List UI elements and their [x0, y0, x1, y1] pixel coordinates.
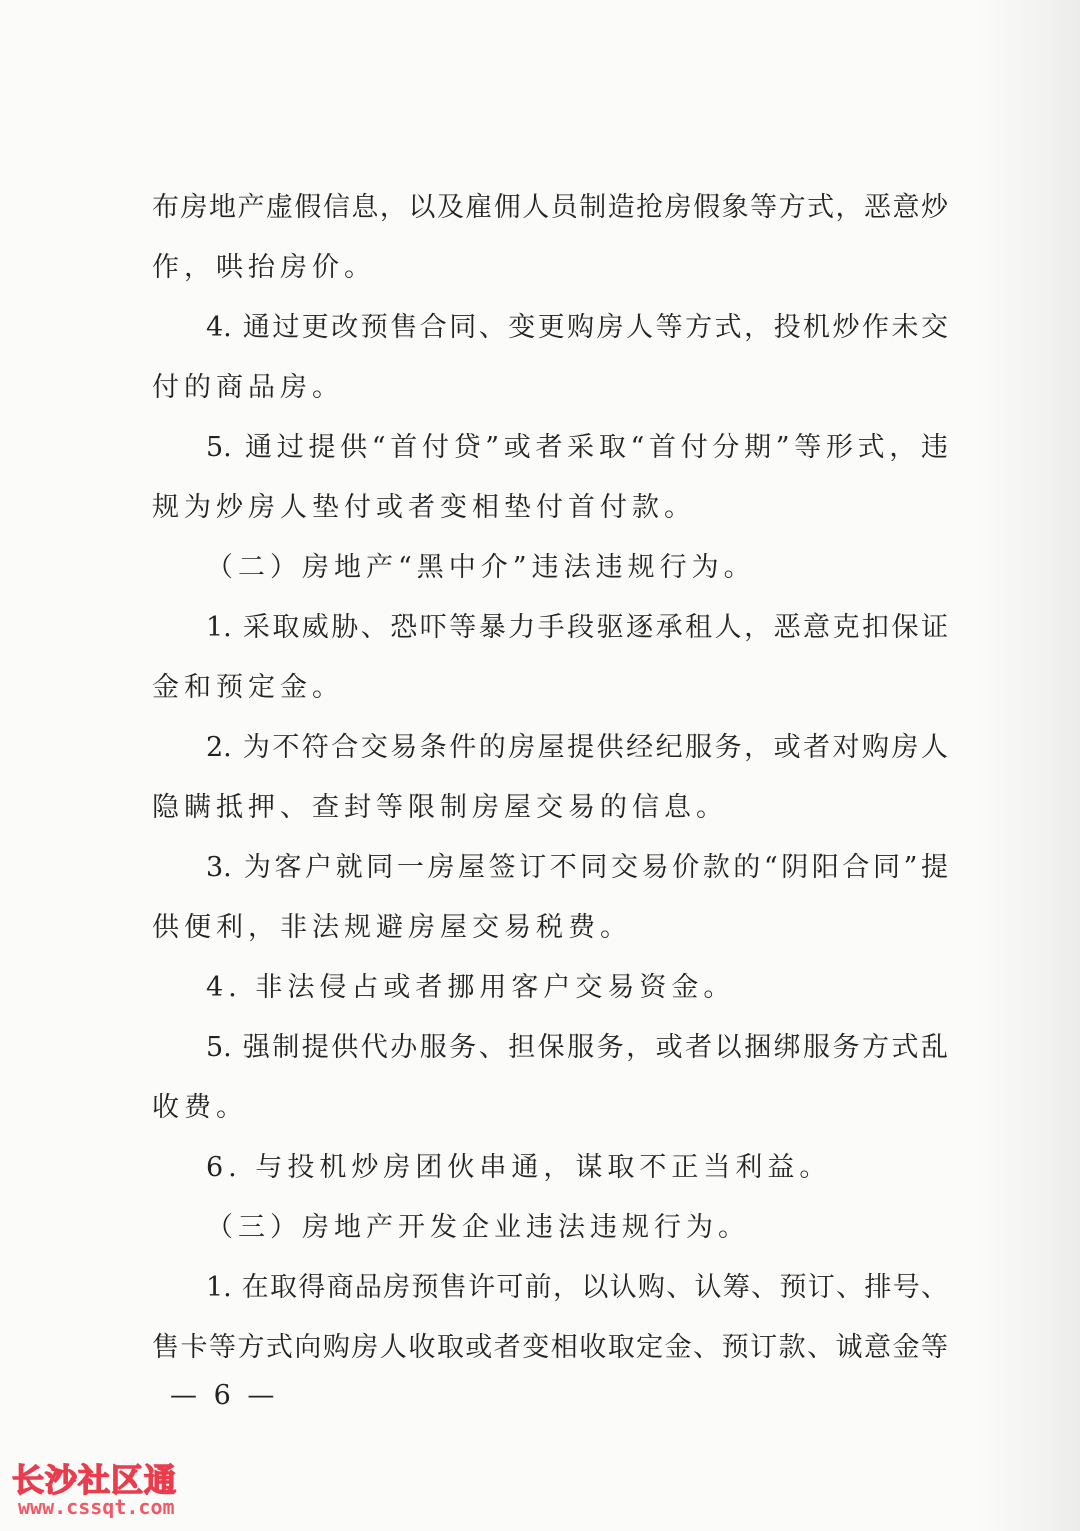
section-heading: （三）房地产开发企业违法违规行为。: [206, 1212, 750, 1243]
paragraph-line: 布房地产虚假信息，以及雇佣人员制造抢房假象等方式，恶意炒: [152, 192, 948, 223]
paragraph-line: 金和预定金。: [152, 672, 344, 703]
watermark-logo-text: 长沙社区通: [12, 1461, 178, 1499]
paragraph-line: 隐瞒抵押、查封等限制房屋交易的信息。: [152, 792, 728, 823]
list-item-line: 1. 采取威胁、恐吓等暴力手段驱逐承租人，恶意克扣保证: [206, 612, 948, 643]
list-item-line: 5. 强制提供代办服务、担保服务，或者以捆绑服务方式乱: [206, 1032, 948, 1063]
list-item-line: 6. 与投机炒房团伙串通，谋取不正当利益。: [206, 1152, 832, 1183]
section-heading: （二）房地产“黑中介”违法违规行为。: [206, 552, 756, 583]
list-item-line: 4. 非法侵占或者挪用客户交易资金。: [206, 972, 736, 1003]
list-item-line: 5. 通过提供“首付贷”或者采取“首付分期”等形式，违: [206, 432, 948, 463]
list-item-line: 1. 在取得商品房预售许可前，以认购、认筹、预订、排号、: [206, 1272, 948, 1303]
page-edge-shadow: [976, 0, 1080, 1531]
site-watermark: [12, 1455, 227, 1525]
paragraph-line: 规为炒房人垫付或者变相垫付首付款。: [152, 492, 696, 523]
paragraph-line: 供便利，非法规避房屋交易税费。: [152, 912, 632, 943]
watermark-url: www.cssqt.com: [18, 1495, 175, 1519]
list-item-line: 4. 通过更改预售合同、变更购房人等方式，投机炒作未交: [206, 312, 948, 343]
paragraph-line: 收费。: [152, 1092, 248, 1123]
paragraph-line: 售卡等方式向购房人收取或者变相收取定金、预订款、诚意金等: [152, 1332, 948, 1363]
paragraph-line: 付的商品房。: [152, 372, 344, 403]
list-item-line: 2. 为不符合交易条件的房屋提供经纪服务，或者对购房人: [206, 732, 948, 763]
list-item-line: 3. 为客户就同一房屋签订不同交易价款的“阴阳合同”提: [206, 852, 948, 883]
page-number: — 6 —: [170, 1380, 279, 1411]
paragraph-line: 作，哄抬房价。: [152, 252, 376, 283]
